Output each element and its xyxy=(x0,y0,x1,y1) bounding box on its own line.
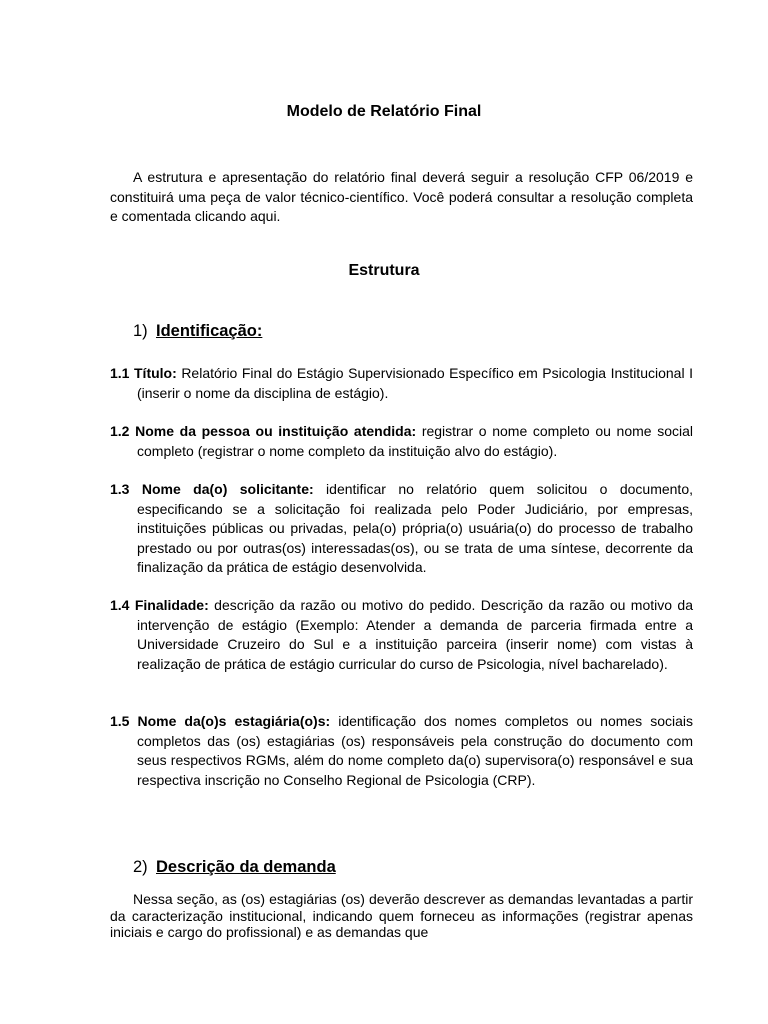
section-heading-text: Descrição da demanda xyxy=(156,858,336,876)
section-number: 1) xyxy=(133,322,148,340)
item-label: 1.5 Nome da(o)s estagiária(o)s: xyxy=(110,713,331,729)
intro-paragraph: A estrutura e apresentação do relatório final deverá seguir a resolução CFP 06/2019 e constituirá uma peça de valor técnico-científico. Você poderá consultar a resolução completa e comentada clicando aqui. xyxy=(110,169,693,224)
section-subtitle: Estrutura xyxy=(348,262,420,279)
document-title: Modelo de Relatório Final xyxy=(286,103,482,120)
item-nome-pessoa xyxy=(110,422,693,461)
section-number: 2) xyxy=(133,858,148,876)
item-solicitante xyxy=(110,480,693,578)
item-label: 1.2 Nome da pessoa ou instituição atendida: xyxy=(110,423,417,439)
section-heading-identificacao xyxy=(133,322,262,341)
descricao-paragraph: Nessa seção, as (os) estagiárias (os) deverão descrever as demandas levantadas a partir da caracterização institucional, indicando quem forneceu as informações (registrar apenas iniciais e cargo do profissional) e as demandas que xyxy=(110,891,693,940)
item-label: 1.1 Título: xyxy=(110,365,177,381)
item-text: Relatório Final do Estágio Supervisionado Específico em Psicologia Institucional I (inserir o nome da disciplina de estágio). xyxy=(137,365,693,401)
item-text: registrar o nome completo ou nome social completo (registrar o nome completo da instituição alvo do estágio). xyxy=(137,423,694,459)
item-estagiarios xyxy=(110,712,693,790)
item-label: 1.4 Finalidade: xyxy=(110,597,209,613)
item-finalidade xyxy=(110,596,693,674)
item-text: identificar no relatório quem solicitou o documento, especificando se a solicitação foi realizada pelo Poder Judiciário, por empresas, instituições públicas ou privadas, pela(o) própria(o) usuária(o) do processo de trabalho prestado ou por outras(os) interessadas(os), ou se trata de uma síntese, decorrente da finalização da prática de estágio desenvolvida. xyxy=(137,481,693,575)
item-label: 1.3 Nome da(o) solicitante: xyxy=(110,481,314,497)
item-titulo xyxy=(110,364,693,403)
section-heading-text: Identificação: xyxy=(156,322,263,340)
section-heading-descricao xyxy=(133,858,336,877)
item-text: descrição da razão ou motivo do pedido. Descrição da razão ou motivo da intervenção de estágio (Exemplo: Atender a demanda de parceria firmada entre a Universidade Cruzeiro do Sul e a instituição parceira (inserir nome) com vistas à realização de prática de estágio curricular do curso de Psicologia, nível bacharelado). xyxy=(137,597,694,672)
item-text: identificação dos nomes completos ou nomes sociais completos das (os) estagiárias (os) responsáveis pela construção do documento com seus respectivos RGMs, além do nome completo da(o) supervisora(o) responsável e sua respectiva inscrição no Conselho Regional de Psicologia (CRP). xyxy=(137,713,694,788)
